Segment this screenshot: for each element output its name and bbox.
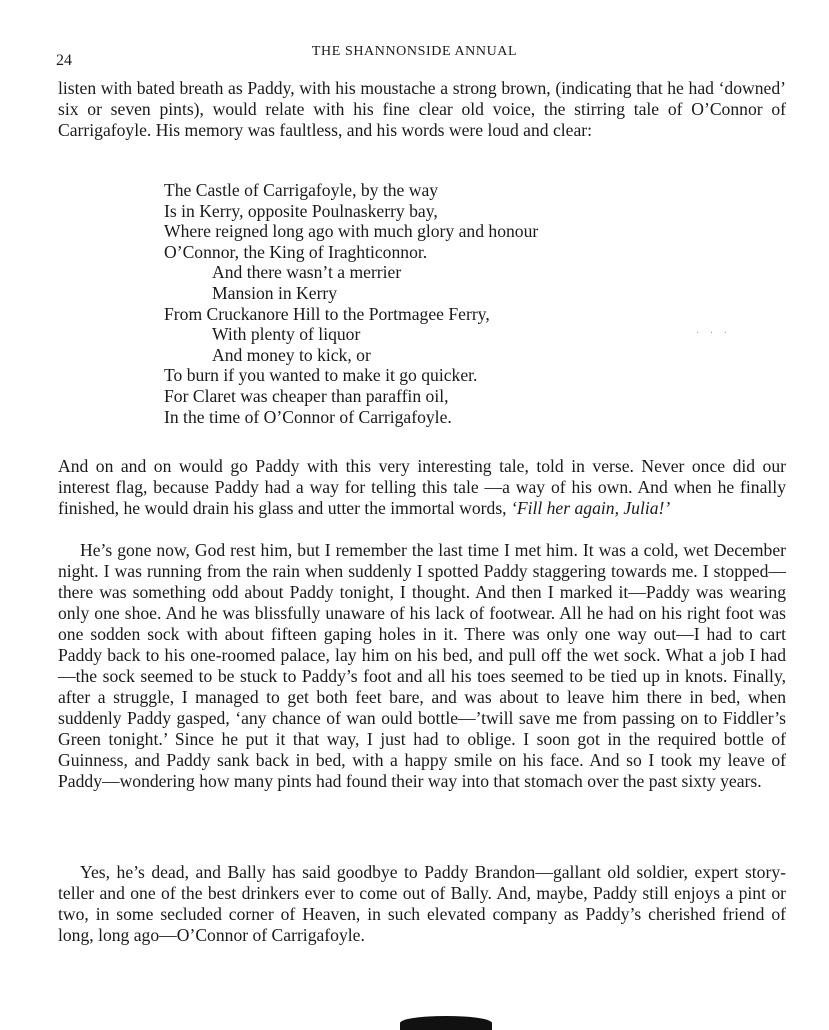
verse-block xyxy=(164,180,684,427)
paragraph-intro: listen with bated breath as Paddy, with his moustache a strong brown, (indicating that he had ‘downed’ six or seven pints), would relate with his fine clear old voice, the stirring tale of O’Connor of Carrigafoyle. His memory was faultless, and his words were loud and clear: xyxy=(58,78,786,140)
page-number: 24 xyxy=(56,52,72,69)
verse-line: Where reigned long ago with much glory and honour xyxy=(164,221,539,242)
verse-line: And there wasn’t a merrier xyxy=(212,262,402,283)
verse-line: With plenty of liquor xyxy=(212,324,361,345)
running-title: THE SHANNONSIDE ANNUAL xyxy=(311,44,518,59)
paragraph-farewell: Yes, he’s dead, and Bally has said goodbye to Paddy Brandon—gallant old soldier, expert story-teller and one of the best drinkers ever to come out of Bally. And, maybe, Paddy still enjoys a pint or two, in some secluded corner of Heaven, in such elevated company as Paddy’s cherished friend of long, long ago—O’Connor of Carrigafoyle. xyxy=(58,862,786,945)
verse-line: In the time of O’Connor of Carrigafoyle. xyxy=(164,406,452,427)
page-ornament xyxy=(400,1016,492,1030)
paragraph-last-meeting: He’s gone now, God rest him, but I remember the last time I met him. It was a cold, wet December night. I was running from the rain when suddenly I spotted Paddy staggering towards me. I stopped—there was something odd about Paddy tonight, I thought. And then I marked it—Paddy was wearing only one shoe. And he was blissfully unaware of his lack of footwear. All he had on his right foot was one sodden sock with about fifteen gaping holes in it. There was only one way out—I had to cart Paddy back to his one-roomed palace, lay him on his bed, and pull off the wet sock. What a job I had—the sock seemed to be stuck to Paddy’s foot and all his toes seemed to be tied up in knots. Finally, after a struggle, I managed to get both feet bare, and was about to leave him there in bed, when suddenly Paddy gasped, ‘any chance of wan ould bottle—’twill save me from passing on to Fiddler’s Green tonight.’ Since he put it that way, I just had to oblige. I soon got in the required bottle of Guinness, and Paddy sank back in bed, with a happy smile on his face. And so I took my leave of Paddy—wondering how many pints had found their way into that stomach over the past sixty years. xyxy=(58,540,786,791)
verse-line: Is in Kerry, opposite Poulnaskerry bay, xyxy=(164,200,438,221)
verse-line: From Cruckanore Hill to the Portmagee Ferry, xyxy=(164,303,490,324)
verse-line: To burn if you wanted to make it go quicker. xyxy=(164,365,478,386)
paragraph-tale-text: And on and on would go Paddy with this very interesting tale, told in verse. Never once did our interest flag, because Paddy had a way for telling this tale —a way of his own. And when he finally finished, he would drain his glass and utter the immortal words, xyxy=(58,456,786,518)
quote-fill-her-again: ‘Fill her again, Julia!’ xyxy=(510,498,671,518)
paragraph-tale xyxy=(58,456,786,519)
verse-line: And money to kick, or xyxy=(212,344,371,365)
scan-speckle: · · · xyxy=(696,328,731,339)
verse-line: For Claret was cheaper than paraffin oil, xyxy=(164,385,449,406)
verse-line: O’Connor, the King of Iraghticonnor. xyxy=(164,241,428,262)
verse-line: Mansion in Kerry xyxy=(212,282,338,303)
verse-line: The Castle of Carrigafoyle, by the way xyxy=(164,180,439,200)
